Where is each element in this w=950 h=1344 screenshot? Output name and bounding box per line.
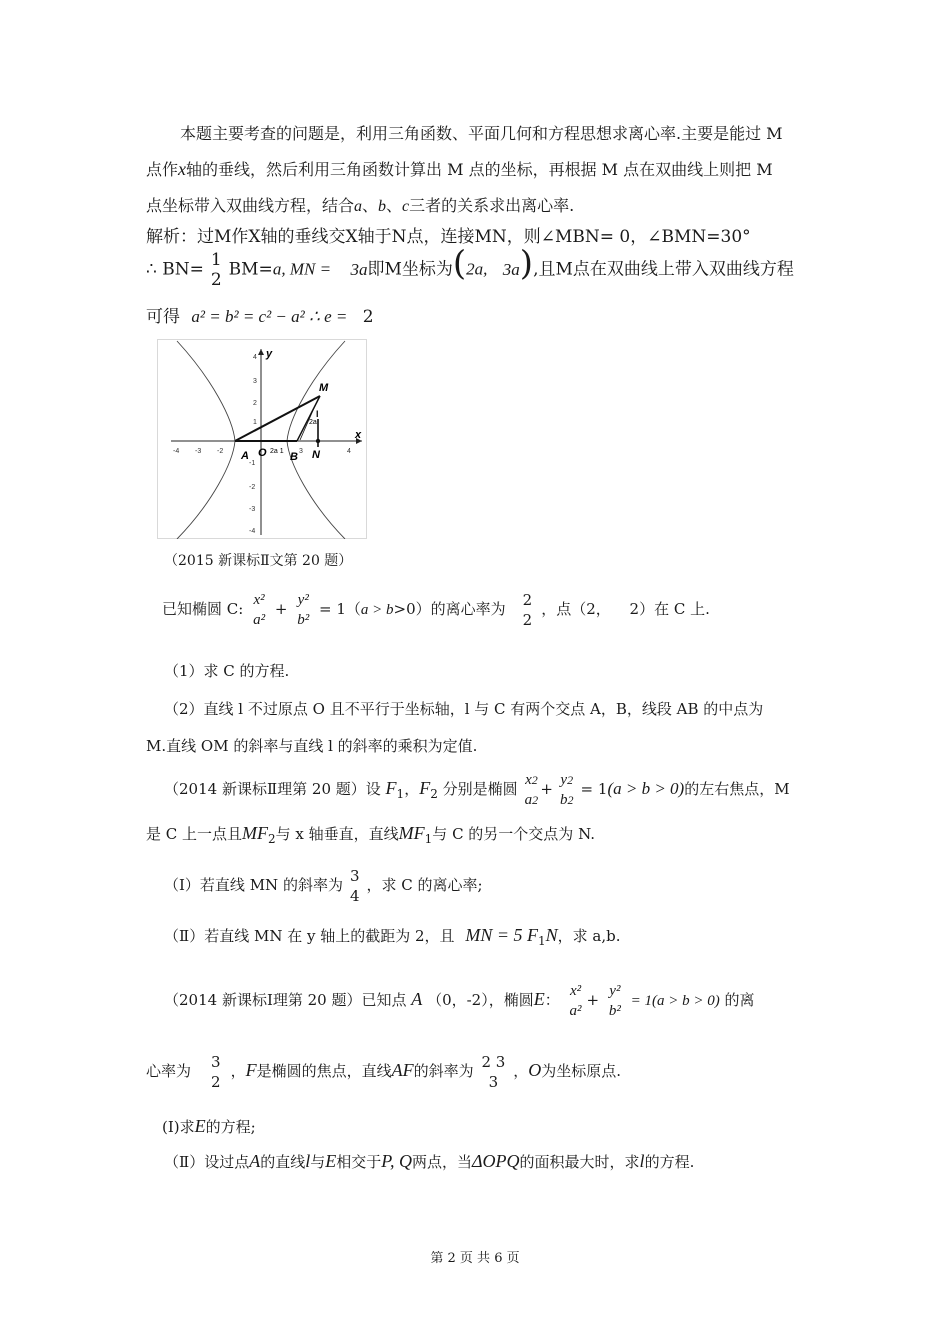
fraction-x2-a2	[565, 981, 587, 1021]
subscript: 1	[396, 787, 405, 801]
problem-text: 为坐标原点.	[541, 1062, 621, 1080]
problem-2015-sub2-line1: （2）直线 l 不过原点 O 且不平行于坐标轴，l 与 C 有两个交点 A，B，线段 AB 的中点为	[164, 700, 764, 718]
problem-text: 与 x 轴垂直，直线	[275, 825, 399, 843]
y-tick: -2	[249, 484, 256, 491]
x-tick: -4	[173, 448, 180, 455]
frac-numerator: 3	[211, 1053, 221, 1071]
problem-text: = 1（	[319, 600, 361, 618]
frac-numerator: x²	[253, 592, 265, 608]
solution-line-1: 解析：过M作X轴的垂线交X轴于N点，连接MN，则∠MBN= 0，∠BMN=30°	[146, 227, 751, 247]
x-tick: 4	[347, 448, 351, 455]
problem-2015-title: （2015 新课标Ⅱ文第 20 题）	[164, 553, 353, 569]
y-axis-label: y	[266, 348, 273, 360]
solution-math: a² = b² = c² − a² ∴ e =	[191, 307, 348, 326]
var-a-point: A	[249, 1151, 261, 1171]
solution-math: 2	[362, 307, 374, 327]
problem-2014b-line2	[146, 823, 595, 846]
frac-denominator: b²	[297, 612, 310, 628]
problem-text: >0）的离心率为	[393, 600, 506, 618]
var-b: b	[378, 198, 387, 215]
var-af: AF	[391, 1060, 414, 1080]
label-n: N	[312, 449, 320, 461]
problem-2014a-line1: （2014 新课标Ⅰ理第 20 题）已知点 A （0，-2），椭圆E： x² a² + y² b² = 1(a > b > 0) 的离	[164, 983, 755, 1019]
label-o: O	[258, 447, 267, 459]
fraction-x2-a2	[248, 590, 270, 630]
problem-text: 是椭圆的焦点，直线	[256, 1062, 392, 1080]
frac-numerator: 1	[210, 250, 222, 270]
problem-text: ，	[230, 1062, 246, 1080]
problem-text: （0，-2），椭圆	[427, 991, 534, 1009]
fraction-y2-b2: y2 b2	[560, 772, 574, 808]
y-tick: -1	[249, 460, 256, 467]
problem-text: ，求 a,b.	[557, 927, 621, 945]
problem-text: 分别是椭圆	[442, 780, 518, 798]
solution-text: ,且M点在双曲线上带入双曲线方程	[533, 259, 794, 280]
problem-text: （2014 新课标Ⅰ理第 20 题）已知点	[164, 991, 407, 1009]
problem-text: 的面积最大时，求	[519, 1153, 640, 1171]
intro-line-2	[146, 157, 773, 180]
y-tick: 3	[253, 378, 257, 385]
var-c: c	[402, 198, 410, 215]
x-axis-label: x	[355, 429, 362, 441]
problem-text: 已知椭圆 C:	[162, 600, 244, 618]
problem-2015-sub1: （1）求 C 的方程.	[164, 662, 290, 680]
problem-2015-sub2-line2: M.直线 OM 的斜率与直线 l 的斜率的乘积为定值.	[146, 737, 478, 755]
solution-text: 即M坐标为	[367, 259, 453, 280]
point-n	[316, 439, 320, 443]
subscript: 1	[424, 832, 433, 846]
solution-line-3	[146, 302, 374, 327]
page-footer: 第 2 页 共 6 页	[430, 1251, 520, 1266]
problem-text: 的方程;	[205, 1118, 256, 1136]
fraction-x2-a2: x2 a2	[524, 772, 539, 808]
frac-denominator: b	[560, 792, 568, 808]
var-o: O	[528, 1060, 542, 1080]
problem-text: 心率为	[146, 1062, 192, 1080]
frac-numerator: y²	[609, 983, 621, 999]
problem-text: 的直线	[260, 1153, 306, 1171]
problem-text: (Ⅰ)求	[162, 1118, 195, 1136]
frac-denominator: 2	[522, 611, 533, 629]
problem-text: ，	[513, 1062, 529, 1080]
problem-text: 的斜率为	[413, 1062, 474, 1080]
problem-text: （Ⅱ）若直线 MN 在 y 轴上的截距为 2，且	[164, 927, 455, 945]
paren-right: )	[519, 243, 534, 284]
var-f1: F	[385, 778, 397, 798]
problem-math: MN = 5 F	[465, 925, 538, 945]
label-2a-vert: 2a	[309, 419, 317, 426]
frac-numerator: 2	[522, 591, 533, 609]
frac-numerator: y	[560, 772, 568, 788]
var-f2: F	[419, 778, 431, 798]
fraction-3-4	[348, 866, 362, 906]
problem-text: 是 C 上一点且	[146, 825, 243, 843]
y-tick: -4	[249, 528, 256, 535]
subscript: 1	[537, 934, 546, 948]
frac-denominator: a	[524, 792, 533, 808]
problem-2014b-line1: （2014 新课标Ⅱ理第 20 题）设 $F_1$，$F_2$ 分别是椭圆 x2 a2 + y2 b2 = 1(a > b > 0)的左右焦点，M	[164, 772, 790, 808]
x-tick: 3	[299, 448, 303, 455]
solution-math: 3a	[502, 259, 520, 279]
subscript: 2	[430, 787, 438, 801]
label-2a: 2a 1	[270, 448, 284, 455]
problem-text: 2）在 C 上.	[629, 600, 710, 618]
problem-text: （Ⅱ）设过点	[164, 1153, 250, 1171]
frac-numerator: 2 3	[481, 1053, 506, 1071]
plus-sign: +	[274, 600, 288, 618]
solution-math: 2a,	[466, 259, 488, 279]
label-b: B	[290, 451, 298, 463]
y-tick: 2	[253, 400, 257, 407]
intro-line-1: 本题主要考查的问题是，利用三角函数、平面几何和方程思想求离心率.主要是能过 M	[180, 124, 783, 143]
problem-text: （2014 新课标Ⅱ理第 20 题）设	[164, 780, 381, 798]
solution-line-2	[146, 243, 794, 292]
y-tick: 1	[253, 419, 257, 426]
problem-2015-question	[162, 590, 710, 636]
problem-text: ：	[544, 991, 560, 1009]
figure-border	[158, 340, 367, 539]
fraction-y2-b2	[604, 981, 626, 1021]
problem-math: a > b	[360, 602, 394, 618]
problem-text: 的左右焦点，M	[684, 780, 790, 798]
var-mf2: MF	[242, 823, 269, 843]
var-l: l	[305, 1151, 311, 1171]
var-e: E	[325, 1151, 337, 1171]
y-tick: 4	[253, 354, 257, 361]
var-l: l	[639, 1151, 645, 1171]
frac-denominator: a²	[253, 612, 266, 628]
problem-text: ，求 C 的离心率;	[366, 876, 483, 894]
separator: 、	[386, 196, 403, 215]
problem-text: 两点，当	[411, 1153, 472, 1171]
problem-text: 的离	[724, 991, 755, 1009]
frac-denominator: 2	[210, 270, 222, 290]
frac-numerator: x	[525, 772, 532, 788]
var-mf1: MF	[398, 823, 425, 843]
problem-2014a-sub2	[164, 1151, 694, 1172]
fraction-ecc	[518, 590, 536, 630]
problem-2014a-line2	[146, 1052, 621, 1098]
solution-text: BM=	[228, 259, 273, 280]
intro-line-3	[146, 193, 574, 216]
y-tick: -3	[249, 506, 256, 513]
var-f: F	[245, 1060, 257, 1080]
label-l: l	[316, 409, 319, 419]
problem-text: 相交于	[336, 1153, 382, 1171]
x-tick: -3	[195, 448, 202, 455]
problem-2014a-sub1	[162, 1116, 256, 1137]
var-a: a	[354, 198, 363, 215]
frac-numerator: y²	[297, 592, 309, 608]
var-e: E	[533, 989, 545, 1009]
frac-numerator: x²	[569, 983, 582, 999]
label-a: A	[241, 450, 249, 462]
problem-text: （Ⅰ）若直线 MN 的斜率为	[164, 876, 343, 894]
problem-2014b-sub2	[164, 925, 621, 948]
var-e: E	[194, 1116, 206, 1136]
frac-denominator: 4	[349, 887, 360, 905]
frac-denominator: 2	[211, 1073, 221, 1091]
fraction-ecc	[206, 1052, 226, 1092]
frac-denominator: a²	[569, 1003, 582, 1019]
fraction-one-half	[209, 250, 223, 290]
problem-math: N	[545, 925, 558, 945]
var-a-point: A	[411, 989, 423, 1009]
intro-text: 三者的关系求出离心率.	[409, 196, 575, 215]
fraction-slope	[478, 1052, 508, 1092]
solution-text: 可得	[146, 307, 180, 327]
subscript: 2	[268, 832, 276, 846]
x-tick: -2	[217, 448, 224, 455]
problem-text: 的方程.	[644, 1153, 695, 1171]
problem-math: = 1(a > b > 0)	[630, 993, 720, 1009]
problem-math: (a > b > 0)	[607, 779, 685, 798]
problem-text: ，点（2，	[541, 600, 611, 618]
separator: ，	[404, 780, 420, 798]
intro-text: 轴的垂线，然后利用三角函数计算出 M 点的坐标，再根据 M 点在双曲线上则把 M	[186, 160, 773, 179]
frac-denominator: b²	[608, 1003, 621, 1019]
paren-left: (	[452, 243, 467, 284]
intro-text: 点作	[146, 160, 179, 179]
hyperbola-figure	[157, 339, 367, 539]
solution-text: ∴ BN=	[146, 259, 204, 280]
problem-text: 与 C 的另一个交点为 N.	[432, 825, 596, 843]
separator: 、	[362, 196, 379, 215]
frac-denominator: 3	[488, 1073, 499, 1091]
problem-2014b-sub1	[164, 866, 483, 908]
label-m: M	[319, 382, 329, 394]
solution-math: 3a	[350, 259, 368, 279]
fraction-y2-b2	[292, 590, 314, 630]
frac-numerator: 3	[349, 867, 360, 885]
var-pq: P, Q	[381, 1151, 412, 1171]
intro-var-x: x	[178, 159, 187, 179]
var-triangle-opq: ΔOPQ	[471, 1151, 520, 1171]
problem-text: 与	[310, 1153, 326, 1171]
solution-math: a, MN =	[272, 259, 332, 279]
problem-math: = 1	[580, 780, 608, 798]
intro-text: 点坐标带入双曲线方程，结合	[146, 196, 355, 215]
